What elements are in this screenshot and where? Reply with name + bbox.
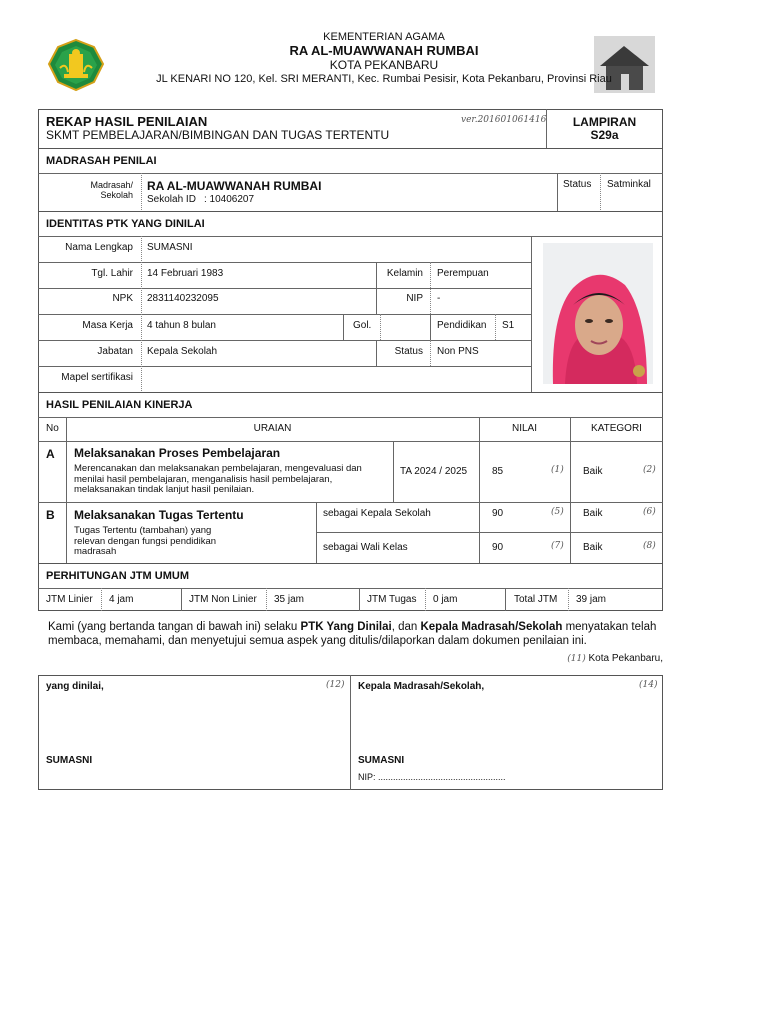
row-b2-nilai-ref: (7) [551,541,564,551]
ptk-status-value: Non PNS [437,346,479,357]
sign-left-label: yang dinilai, [46,681,104,692]
row-b-description: Tugas Tertentu (tambahan) yang relevan dengan fungsi pendidikan madrasah [74,525,217,557]
school-name: RA AL-MUAWWANAH RUMBAI [289,43,479,58]
col-kategori-header: KATEGORI [591,423,642,434]
masa-kerja-label: Masa Kerja [82,320,133,331]
place-date [520,653,663,664]
npk-value: 2831140232095 [147,293,219,304]
col-uraian-header: URAIAN [253,423,292,434]
pendidikan-value: S1 [502,320,515,331]
madrasah-section-title: MADRASAH PENILAI [46,155,157,167]
kelamin-value: Perempuan [437,268,489,279]
school-address: JL KENARI NO 120, Kel. SRI MERANTI, Kec. Rumbai Pesisir, Kota Pekanbaru, Provinsi Riau [156,73,612,85]
row-b1-kategori-ref: (6) [643,507,656,517]
report-subtitle: SKMT PEMBELAJARAN/BIMBINGAN DAN TUGAS TERTENTU [46,128,390,142]
row-b2-nilai: 90 [492,542,504,553]
row-a-description: Merencanakan dan melaksanakan pembelajaran, mengevaluasi dan menilai hasil pembelajaran, menganalisis hasil pembelajaran, melaksanakan tindak lanjut hasil penilaian. [74,463,362,495]
ptk-status-label: Status [394,346,423,357]
statement-part-3: menyatakan telah membaca, memahami, dan menyetujui semua aspek yang ditulis/dilaporkan dalam dokumen penilaian ini. [48,621,657,647]
row-b-no: B [46,508,55,522]
jtm-nonlinier-label: JTM Non Linier [189,594,257,605]
nip-value: - [437,293,441,304]
lampiran-code: S29a [590,128,619,142]
row-b2-label: sebagai Wali Kelas [323,542,408,553]
row-a-no: A [46,447,55,461]
pendidikan-label: Pendidikan [437,320,487,331]
statement-part-2: , dan [391,621,421,633]
sekolah-id-label: Sekolah ID [147,194,196,205]
jtm-total-value: 39 jam [576,594,607,605]
jtm-tugas-value: 0 jam [433,594,458,605]
row-a-kategori-ref: (2) [643,465,656,475]
mapel-label: Mapel sertifikasi [61,372,133,383]
row-b-title: Melaksanakan Tugas Tertentu [74,508,244,522]
row-b1-kategori: Baik [583,508,603,519]
madrasah-status-label: Status [563,179,592,190]
statement-kepala: Kepala Madrasah/Sekolah [420,621,563,633]
sign-right-name: SUMASNI [358,755,405,766]
row-a-kategori: Baik [583,466,603,477]
lahir-value: 14 Februari 1983 [147,268,224,279]
statement-ptk: PTK Yang Dinilai [300,621,392,633]
jabatan-label: Jabatan [97,346,133,357]
row-b1-nilai: 90 [492,508,504,519]
teacher-photo [543,243,653,384]
sekolah-id-value: : 10406207 [204,194,255,205]
row-b1-nilai-ref: (5) [551,507,564,517]
row-a-nilai: 85 [492,466,504,477]
nama-label: Nama Lengkap [65,242,133,253]
jtm-linier-label: JTM Linier [46,594,93,605]
row-a-nilai-ref: (1) [551,465,564,475]
jtm-total-label: Total JTM [514,594,558,605]
row-b2-kategori: Baik [583,542,603,553]
city-name: KOTA PEKANBARU [329,58,439,72]
col-no-header: No [46,423,59,434]
row-b1-label: sebagai Kepala Sekolah [323,508,431,519]
madrasah-status-value: Satminkal [607,179,651,190]
lahir-label: Tgl. Lahir [91,268,133,279]
madrasah-label: Madrasah/ Sekolah [90,180,133,200]
jtm-linier-value: 4 jam [109,594,134,605]
report-title: REKAP HASIL PENILAIAN [46,114,208,129]
masa-kerja-value: 4 tahun 8 bulan [147,320,216,331]
gol-label: Gol. [353,320,372,331]
row-a-ta: TA 2024 / 2025 [400,466,468,477]
agreement-statement [48,620,660,648]
sign-left-name: SUMASNI [46,755,93,766]
kinerja-section-title: HASIL PENILAIAN KINERJA [46,399,193,411]
kelamin-label: Kelamin [386,268,423,279]
sign-right-ref: (14) [639,680,658,690]
statement-part-1: Kami (yang bertanda tangan di bawah ini) selaku [48,621,301,633]
place-text: Kota Pekanbaru, [588,653,663,664]
row-a-title: Melaksanakan Proses Pembelajaran [74,446,281,460]
jabatan-value: Kepala Sekolah [147,346,218,357]
row-b2-kategori-ref: (8) [643,541,656,551]
jtm-nonlinier-value: 35 jam [274,594,305,605]
ptk-section-title: IDENTITAS PTK YANG DINILAI [46,218,205,230]
madrasah-name: RA AL-MUAWWANAH RUMBAI [147,179,322,193]
npk-label: NPK [112,293,133,304]
nama-value: SUMASNI [147,242,193,253]
lampiran-label: LAMPIRAN [572,115,637,129]
jtm-section-title: PERHITUNGAN JTM UMUM [46,570,189,582]
jtm-tugas-label: JTM Tugas [367,594,417,605]
place-ref: (11) [567,654,586,664]
version-label: ver.201601061416 [461,115,547,125]
sign-left-ref: (12) [326,680,345,690]
sign-right-nip: NIP: ................................................... [358,772,506,782]
col-nilai-header: NILAI [511,423,537,434]
ministry-name: KEMENTERIAN AGAMA [323,31,445,43]
sign-right-label: Kepala Madrasah/Sekolah, [358,681,485,692]
nip-label: NIP [406,293,423,304]
